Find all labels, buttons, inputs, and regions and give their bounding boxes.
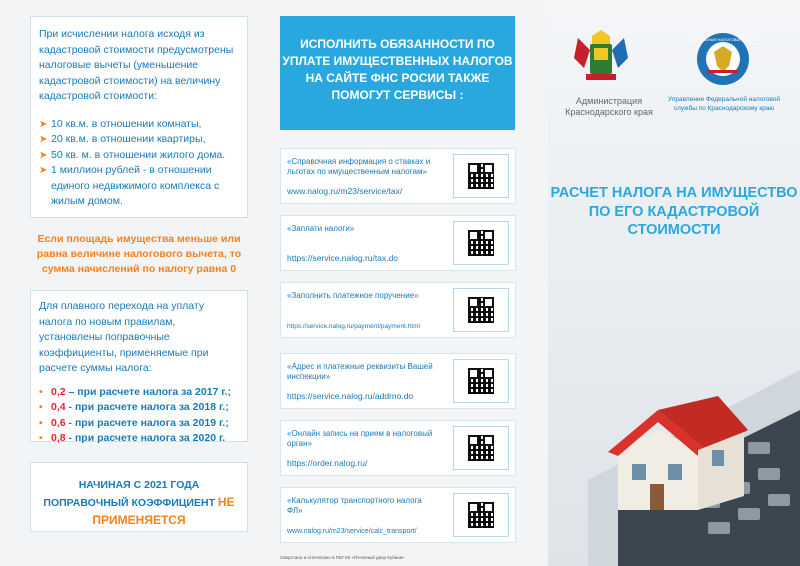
list-item: • 0,2 – при расчете налога за 2017 г.; [39, 385, 239, 401]
qr-code-frame [453, 154, 509, 198]
arrow-icon: ➤ [39, 134, 48, 145]
coefficients-box [30, 290, 248, 442]
deductions-intro: При исчислении налога исходя из кадастровой стоимости предусмотрены налоговые вычеты (уменьшение кадастровой стоимости) на величину кадастровой стоимости: [39, 28, 234, 102]
left-panel [0, 0, 262, 566]
qr-code-icon [468, 163, 494, 189]
deductions-box [30, 16, 248, 218]
coefficients-list [39, 385, 239, 447]
house-calculator-illustration [548, 300, 800, 566]
list-item: • 0,4 - при расчете налога за 2018 г.; [39, 400, 239, 416]
qr-code-frame [453, 288, 509, 332]
service-card-online-appointment[interactable]: «Онлайн запись на прием в налоговый орган» https://order.nalog.ru/ [280, 420, 516, 476]
administration-name: Администрация Краснодарского края [565, 96, 653, 117]
service-card-inspection-address[interactable]: «Адрес и платежные реквизиты Вашей инспекции» https://service.nalog.ru/addrno.do [280, 353, 516, 409]
bullet-icon: • [39, 416, 43, 429]
bullet-icon: • [39, 432, 43, 444]
list-item: • 0,8 - при расчете налога за 2020 г. [39, 431, 239, 447]
middle-panel [270, 0, 532, 566]
coefficients-intro: Для плавного перехода на уплату налога по новым правилам, установлены поправочные коэффициенты, применяемые при расчете суммы налога: [39, 300, 209, 374]
list-item: ➤ 50 кв. м. в отношении жилого дома. [39, 148, 239, 164]
service-link[interactable]: www.nalog.ru/m23/service/tax/ [287, 186, 403, 196]
qr-code-icon [468, 502, 494, 528]
qr-code-icon [468, 368, 494, 394]
list-item: ➤ 20 кв.м. в отношении квартиры, [39, 132, 239, 148]
services-header: ИСПОЛНИТЬ ОБЯЗАННОСТИ ПО УПЛАТЕ ИМУЩЕСТВЕННЫХ НАЛОГОВ НА САЙТЕ ФНС РОСИИ ТАКЖЕ ПОМОГУТ СЕРВИСЫ : [280, 16, 515, 130]
print-footnote: Сверстано и отпечатано в ГБУ КК «Печатный двор Кубани» [280, 554, 405, 560]
list-item: ➤ 1 миллион рублей - в отношении единого недвижимого комплекса с жилым домом. [39, 164, 220, 207]
krasnodar-coat-of-arms-icon [570, 28, 632, 86]
cover-panel [548, 0, 800, 566]
qr-code-icon [468, 435, 494, 461]
brochure-title: РАСЧЕТ НАЛОГА НА ИМУЩЕСТВО ПО ЕГО КАДАСТРОВОЙ СТОИМОСТИ [550, 185, 798, 238]
arrow-icon: ➤ [39, 149, 48, 161]
fns-department-name: Управление Федеральной налоговой службы по Краснодарскому краю [668, 96, 780, 112]
bullet-icon: • [39, 401, 43, 413]
qr-code-frame [453, 493, 509, 537]
qr-code-frame [453, 426, 509, 470]
qr-code-frame [453, 359, 509, 403]
arrow-icon: ➤ [39, 118, 48, 130]
fns-ring-text: ФЕДЕРАЛЬНАЯ НАЛОГОВАЯ СЛУЖБА [686, 37, 760, 42]
list-item: ➤ 10 кв.м. в отношении комнаты, [39, 117, 239, 133]
zero-tax-warning: Если площадь имущества меньше или равна величине налогового вычета, то сумма начислений по налогу равна 0 [36, 233, 242, 275]
service-card-payment-order[interactable]: «Заполнить платежное поручение» https://service.nalog.ru/payment/payment.html [280, 282, 516, 338]
service-card-pay-taxes[interactable]: «Заплати налоги» https://service.nalog.ru/tax.do [280, 215, 516, 271]
deductions-list [39, 117, 239, 210]
qr-code-frame [453, 221, 509, 265]
arrow-icon: ➤ [39, 165, 48, 176]
fns-emblem-icon [686, 32, 760, 86]
list-item: • 0,6 - при расчете налога за 2019 г.; [39, 416, 239, 432]
coefficient-note: НАЧИНАЯ С 2021 ГОДА ПОПРАВОЧНЫЙ КОЭФФИЦИЕНТ НЕ ПРИМЕНЯЕТСЯ [30, 462, 248, 532]
service-card-transport-calculator[interactable]: «Калькулятор транспортного налога ФЛ» www.nalog.ru/m23/service/calc_transport/ [280, 487, 516, 543]
service-link[interactable]: https://service.nalog.ru/addrno.do [287, 391, 414, 401]
bullet-icon: • [39, 385, 43, 398]
service-link[interactable]: https://service.nalog.ru/tax.do [287, 253, 399, 263]
service-link[interactable]: www.nalog.ru/m23/service/calc_transport/ [287, 528, 417, 535]
service-card-tax-info[interactable]: «Справочная информация о ставках и льготах по имущественным налогам» www.nalog.ru/m23/service/tax/ [280, 148, 516, 204]
qr-code-icon [468, 297, 494, 323]
qr-code-icon [468, 230, 494, 256]
service-link[interactable]: https://service.nalog.ru/payment/payment.html [287, 323, 420, 330]
service-link[interactable]: https://order.nalog.ru/ [287, 458, 368, 468]
